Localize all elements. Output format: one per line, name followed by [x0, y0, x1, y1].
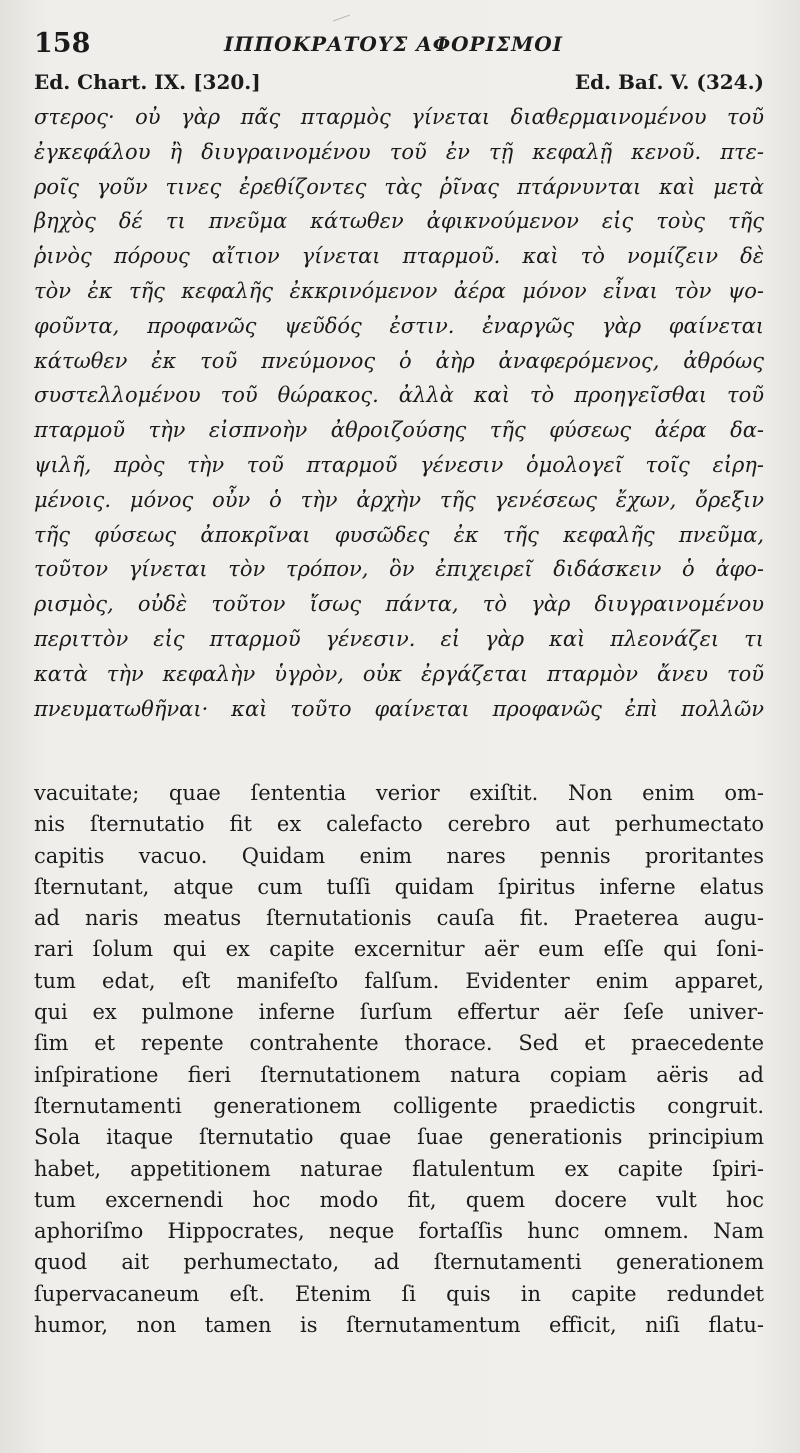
- greek-text-line: ψιλῆ, πρὸς τὴν τοῦ πταρμοῦ γένεσιν ὁμολογεῖ τοῖς εἰρη-: [34, 452, 764, 477]
- greek-text-line: περιττὸν εἰς πταρμοῦ γένεσιν. εἰ γὰρ καὶ πλεονάζει τι: [34, 626, 764, 651]
- page-header: [34, 28, 764, 64]
- latin-text-line: ad naris meatus ſternutationis cauſa fit. Praeterea augu-: [34, 906, 764, 931]
- latin-text-line: ſternutamenti generationem colligente praedictis congruit.: [34, 1093, 764, 1118]
- latin-text-line: tum excernendi hoc modo fit, quem docere vult hoc: [34, 1187, 764, 1212]
- greek-text-line: ῥινὸς πόρους αἴτιον γίνεται πταρμοῦ. καὶ τὸ νομίζειν δὲ: [34, 244, 764, 269]
- latin-text-line: Sola itaque ſternutatio quae ſuae generationis principium: [34, 1125, 764, 1150]
- latin-text-line: inſpiratione fieri ſternutationem natura copiam aëris ad: [34, 1062, 764, 1087]
- latin-text-line: quod ait perhumectato, ad ſternutamenti generationem: [34, 1250, 764, 1275]
- greek-text-line: τοῦτον γίνεται τὸν τρόπον, ὃν ἐπιχειρεῖ διδάσκειν ὁ ἀφο-: [34, 557, 764, 582]
- greek-text-line: πνευματωθῆναι· καὶ τοῦτο φαίνεται προφανῶς ἐπὶ πολλῶν: [34, 696, 764, 721]
- greek-text-line: πταρμοῦ τὴν εἰσπνοὴν ἀθροιζούσης τῆς φύσεως ἀέρα δα-: [34, 418, 764, 443]
- greek-text-line: ροῖς γοῦν τινες ἐρεθίζοντες τὰς ῥῖνας πτάρνυνται καὶ μετὰ: [34, 174, 764, 199]
- greek-text-line: κάτωθεν ἐκ τοῦ πνεύμονος ὁ ἀὴρ ἀναφερόμενος, ἀθρόως: [34, 348, 764, 373]
- page-number: 158: [34, 28, 91, 59]
- greek-text-line: ρισμὸς, οὐδὲ τοῦτον ἴσως πάντα, τὸ γὰρ διυγραινομένου: [34, 592, 764, 617]
- greek-text-block: [34, 100, 764, 726]
- greek-text-line: τὸν ἐκ τῆς κεφαλῆς ἐκκρινόμενον ἀέρα μόνον εἶναι τὸν ψο-: [34, 278, 764, 303]
- latin-text-line: nis ſternutatio fit ex calefacto cerebro aut perhumectato: [34, 812, 764, 837]
- latin-text-line: qui ex pulmone inferne ſurſum effertur aër ſeſe univer-: [34, 1000, 764, 1025]
- latin-text-line: tum edat, eſt manifeſto falſum. Evidenter enim apparet,: [34, 968, 764, 993]
- latin-text-line: ſternutant, atque cum tuſſi quidam ſpiritus inferne elatus: [34, 874, 764, 899]
- latin-text-line: ſim et repente contrahente thorace. Sed et praecedente: [34, 1031, 764, 1056]
- greek-text-line: μένοις. μόνος οὖν ὁ τὴν ἀρχὴν τῆς γενέσεως ἔχων, ὄρεξιν: [34, 487, 764, 512]
- latin-text-line: humor, non tamen is ſternutamentum efficit, niſi flatu-: [34, 1313, 764, 1338]
- greek-text-line: στερος· οὐ γὰρ πᾶς πταρμὸς γίνεται διαθερμαινομένου τοῦ: [34, 105, 764, 129]
- greek-text-line: συστελλομένου τοῦ θώρακος. ἀλλὰ καὶ τὸ προηγεῖσθαι τοῦ: [34, 383, 764, 408]
- greek-text-line: βηχὸς δέ τι πνεῦμα κάτωθεν ἀφικνούμενον εἰς τοὺς τῆς: [34, 209, 764, 234]
- greek-text-line: κατὰ τὴν κεφαλὴν ὑγρὸν, οὐκ ἐργάζεται πταρμὸν ἄνευ τοῦ: [34, 661, 764, 686]
- basel-edition-reference: Ed. Baſ. V. (324.): [574, 70, 764, 94]
- printer-mark: [328, 1, 350, 21]
- greek-text-line: τῆς φύσεως ἀποκρῖναι φυσῶδες ἐκ τῆς κεφαλῆς πνεῦμα,: [34, 522, 764, 547]
- greek-text-line: φοῦντα, προφανῶς ψεῦδός ἐστιν. ἐναργῶς γὰρ φαίνεται: [34, 313, 764, 338]
- edition-references: [34, 70, 764, 100]
- latin-text-line: ſupervacaneum eſt. Etenim ſi quis in capite redundet: [34, 1281, 764, 1306]
- latin-text-line: habet, appetitionem naturae flatulentum ex capite ſpiri-: [34, 1156, 764, 1181]
- latin-text-block: [34, 778, 764, 1341]
- latin-text-line: rari ſolum qui ex capite excernitur aër eum eſſe qui ſoni-: [34, 937, 764, 962]
- latin-text-line: aphoriſmo Hippocrates, neque fortaſſis hunc omnem. Nam: [34, 1219, 764, 1244]
- running-title: ΙΠΠΟΚΡΑΤΟΥΣ ΑΦΟΡΙΣΜΟΙ: [224, 32, 564, 56]
- greek-text-line: ἐγκεφάλου ἢ διυγραινομένου τοῦ ἐν τῇ κεφαλῇ κενοῦ. πτε-: [34, 139, 764, 164]
- latin-text-line: capitis vacuo. Quidam enim nares pennis proritantes: [34, 843, 764, 868]
- chartier-edition-reference: Ed. Chart. IX. [320.]: [34, 70, 261, 94]
- latin-text-line: vacuitate; quae ſententia verior exiſtit. Non enim om-: [34, 781, 764, 805]
